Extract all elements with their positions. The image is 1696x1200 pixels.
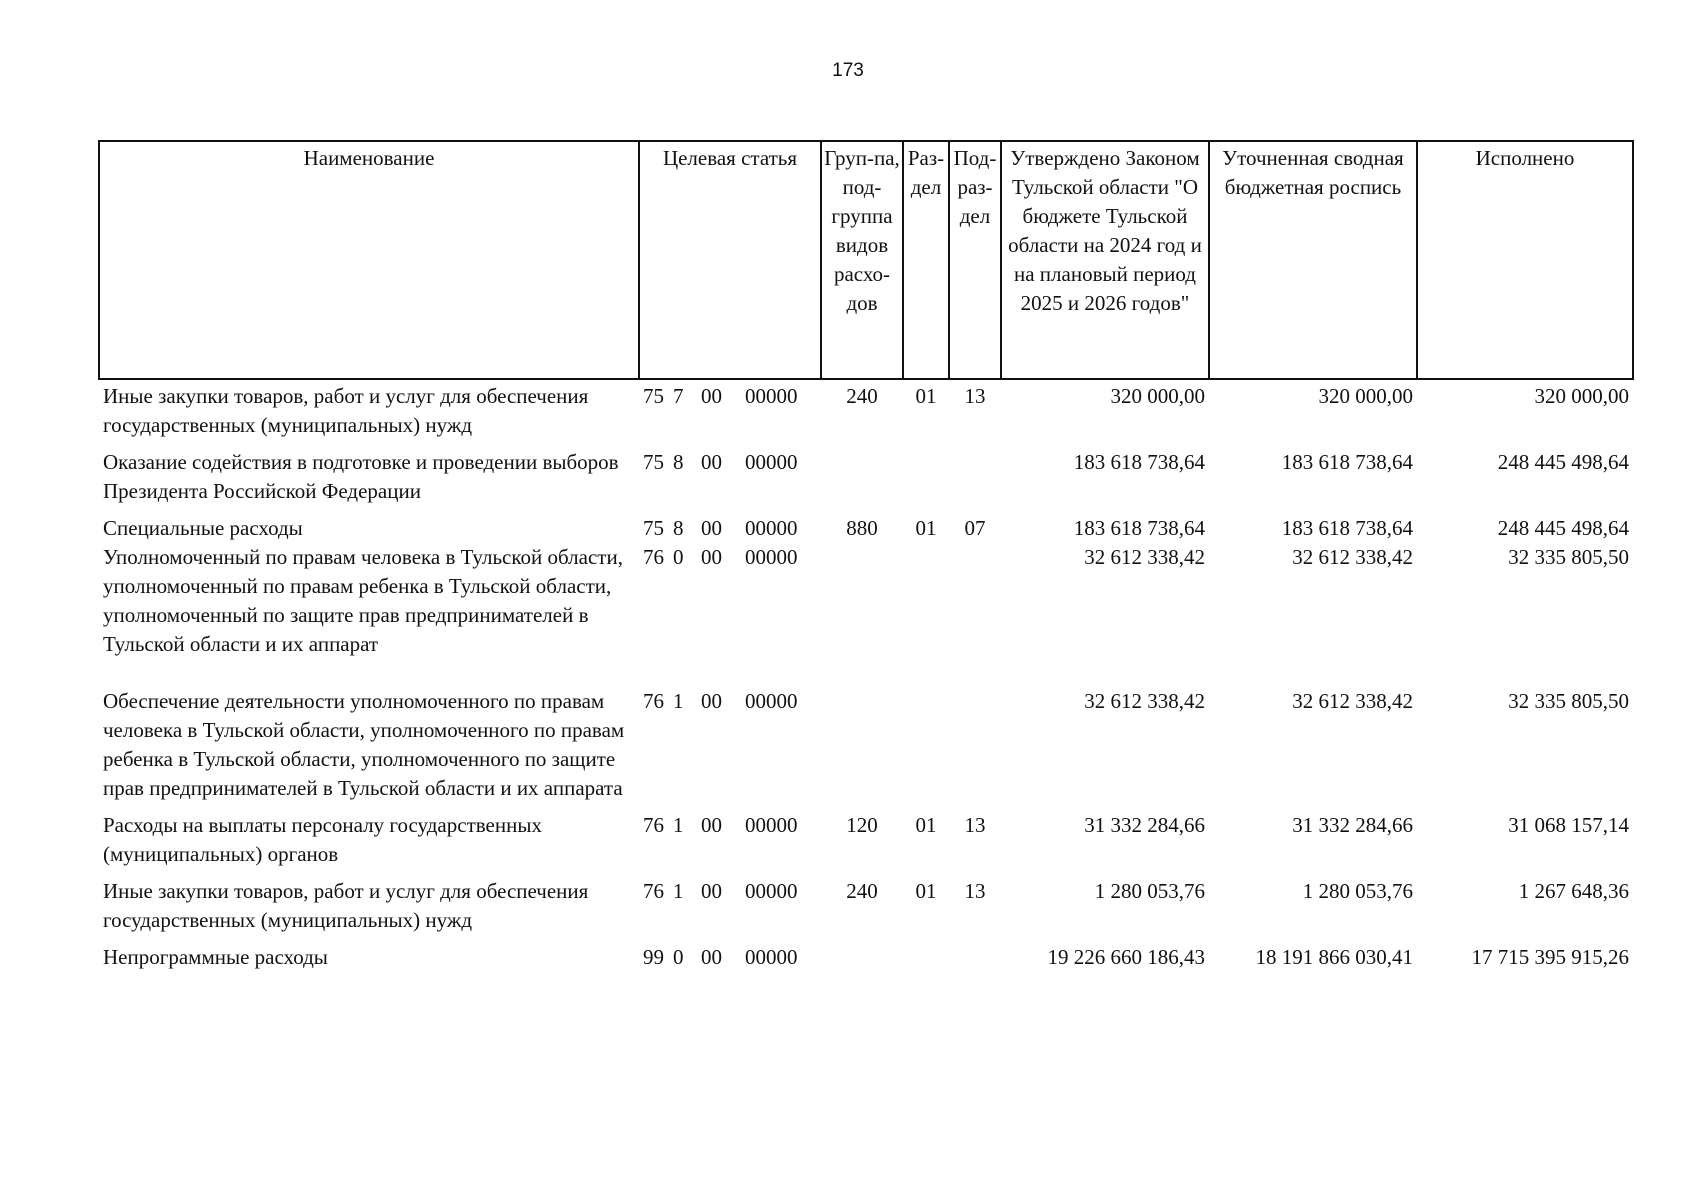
code-direction: 00000 (745, 384, 798, 408)
code-event: 00 (701, 813, 722, 837)
row-revised: 32 612 338,42 (1292, 689, 1413, 713)
row-revised: 183 618 738,64 (1281, 516, 1413, 540)
row-group (821, 543, 903, 687)
row-executed: 32 335 805,50 (1508, 545, 1629, 569)
row-name: Уполномоченный по правам человека в Тульской области, уполномоченный по правам ребенка в Тульской области, уполномоченный по защите прав предпринимателей в Тульской области и их аппарат (103, 545, 623, 656)
row-executed: 1 267 648,36 (1518, 879, 1629, 903)
row-group (821, 448, 903, 514)
code-direction: 00000 (745, 450, 798, 474)
header-revised: Уточненная сводная бюджетная роспись (1209, 141, 1417, 379)
code-event: 00 (701, 879, 722, 903)
code-program: 76 (643, 545, 664, 569)
row-revised: 18 191 866 030,41 (1255, 945, 1413, 969)
row-approved: 32 612 338,42 (1084, 545, 1205, 569)
row-group: 120 (846, 813, 878, 837)
code-program: 99 (643, 945, 664, 969)
row-target-code (639, 543, 821, 687)
table-row (99, 877, 1633, 943)
code-event: 00 (701, 545, 722, 569)
budget-table (98, 140, 1634, 972)
row-revised: 320 000,00 (1318, 384, 1413, 408)
row-approved: 320 000,00 (1110, 384, 1205, 408)
row-approved: 183 618 738,64 (1073, 516, 1205, 540)
row-executed: 31 068 157,14 (1508, 813, 1629, 837)
code-event: 00 (701, 945, 722, 969)
row-section (903, 543, 949, 687)
row-target-code (639, 687, 821, 811)
code-direction: 00000 (745, 545, 798, 569)
row-revised: 32 612 338,42 (1292, 545, 1413, 569)
row-subsection (949, 687, 1001, 811)
header-name: Наименование (99, 141, 639, 379)
code-subprogram: 0 (673, 545, 684, 569)
row-name: Специальные расходы (103, 516, 303, 540)
row-subsection: 13 (964, 879, 986, 903)
code-subprogram: 0 (673, 945, 684, 969)
row-subsection (949, 943, 1001, 972)
row-target-code (639, 811, 821, 877)
row-subsection (949, 448, 1001, 514)
code-program: 75 (643, 450, 664, 474)
row-approved: 1 280 053,76 (1094, 879, 1205, 903)
header-section: Раз-дел (903, 141, 949, 379)
row-section (903, 448, 949, 514)
row-name: Обеспечение деятельности уполномоченного по правам человека в Тульской области, уполномоченного по правам ребенка в Тульской области, уполномоченного по защите прав предпринимателей в Тульской области и их аппарата (103, 689, 625, 800)
row-group: 240 (846, 384, 878, 408)
row-group (821, 943, 903, 972)
code-subprogram: 1 (673, 879, 684, 903)
code-event: 00 (701, 384, 722, 408)
code-event: 00 (701, 450, 722, 474)
table-row (99, 687, 1633, 811)
row-executed: 248 445 498,64 (1497, 450, 1629, 474)
code-program: 75 (643, 516, 664, 540)
code-event: 00 (701, 689, 722, 713)
row-subsection: 13 (964, 384, 986, 408)
row-section: 01 (915, 384, 937, 408)
code-subprogram: 7 (673, 384, 684, 408)
row-target-code (639, 877, 821, 943)
table-row (99, 543, 1633, 687)
code-subprogram: 8 (673, 516, 684, 540)
row-revised: 31 332 284,66 (1292, 813, 1413, 837)
row-subsection: 07 (964, 516, 986, 540)
header-approved: Утверждено Законом Тульской области "О бюджете Тульской области на 2024 год и на плановый период 2025 и 2026 годов" (1001, 141, 1209, 379)
code-direction: 00000 (745, 689, 798, 713)
row-name: Расходы на выплаты персоналу государственных (муниципальных) органов (103, 813, 542, 866)
row-name: Иные закупки товаров, работ и услуг для обеспечения государственных (муниципальных) нужд (103, 879, 589, 932)
row-approved: 31 332 284,66 (1084, 813, 1205, 837)
table-row (99, 943, 1633, 972)
row-executed: 320 000,00 (1534, 384, 1629, 408)
row-approved: 32 612 338,42 (1084, 689, 1205, 713)
table-row (99, 379, 1633, 448)
row-section: 01 (915, 516, 937, 540)
row-target-code (639, 943, 821, 972)
row-section (903, 943, 949, 972)
header-subsection: Под-раз-дел (949, 141, 1001, 379)
code-direction: 00000 (745, 879, 798, 903)
row-approved: 19 226 660 186,43 (1047, 945, 1205, 969)
code-program: 76 (643, 879, 664, 903)
row-section: 01 (915, 813, 937, 837)
code-subprogram: 8 (673, 450, 684, 474)
row-executed: 17 715 395 915,26 (1471, 945, 1629, 969)
table-row (99, 514, 1633, 543)
header-target-article: Целевая статья (639, 141, 821, 379)
row-revised: 1 280 053,76 (1302, 879, 1413, 903)
row-executed: 248 445 498,64 (1497, 516, 1629, 540)
row-approved: 183 618 738,64 (1073, 450, 1205, 474)
code-direction: 00000 (745, 516, 798, 540)
row-target-code (639, 379, 821, 448)
table-body (99, 379, 1633, 972)
page-number: 173 (832, 60, 864, 81)
row-section (903, 687, 949, 811)
code-program: 76 (643, 689, 664, 713)
header-executed: Исполнено (1417, 141, 1633, 379)
row-name: Иные закупки товаров, работ и услуг для обеспечения государственных (муниципальных) нужд (103, 384, 589, 437)
code-subprogram: 1 (673, 689, 684, 713)
row-name: Оказание содействия в подготовке и проведении выборов Президента Российской Федерации (103, 450, 619, 503)
code-direction: 00000 (745, 945, 798, 969)
row-section: 01 (915, 879, 937, 903)
row-revised: 183 618 738,64 (1281, 450, 1413, 474)
table-row (99, 811, 1633, 877)
code-subprogram: 1 (673, 813, 684, 837)
code-program: 76 (643, 813, 664, 837)
row-target-code (639, 448, 821, 514)
row-subsection: 13 (964, 813, 986, 837)
row-target-code (639, 514, 821, 543)
code-direction: 00000 (745, 813, 798, 837)
code-event: 00 (701, 516, 722, 540)
table-row (99, 448, 1633, 514)
header-expense-group: Груп-па, под-группа видов расхо-дов (821, 141, 903, 379)
row-subsection (949, 543, 1001, 687)
row-group (821, 687, 903, 811)
table-header (99, 141, 1633, 379)
code-program: 75 (643, 384, 664, 408)
row-executed: 32 335 805,50 (1508, 689, 1629, 713)
row-group: 240 (846, 879, 878, 903)
row-name: Непрограммные расходы (103, 945, 328, 969)
row-group: 880 (846, 516, 878, 540)
